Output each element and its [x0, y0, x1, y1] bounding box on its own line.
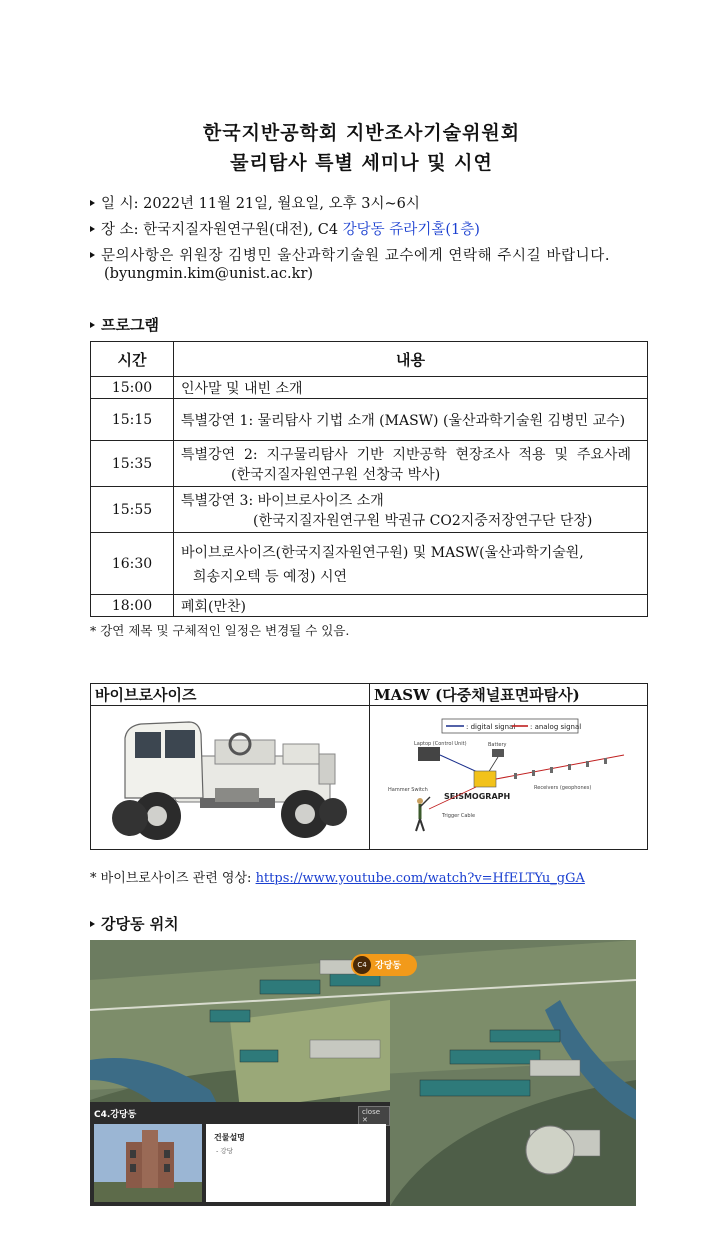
row-content: 인사말 및 내빈 소개 — [174, 377, 648, 399]
table-row — [91, 487, 648, 533]
legend-digital: : digital signal — [465, 723, 515, 731]
info-date: 일 시: 2022년 11월 21일, 월요일, 오후 3시~6시 — [90, 192, 420, 213]
bullet-triangle-icon — [90, 200, 95, 206]
campus-map[interactable] — [90, 940, 636, 1206]
label-trigger: Trigger Cable — [441, 813, 475, 819]
col-content-header: 내용 — [174, 342, 648, 377]
panel-description — [206, 1124, 386, 1202]
location-section-title: 강당동 위치 — [90, 913, 179, 934]
close-button[interactable]: close ✕ — [358, 1106, 390, 1126]
pin-label: 강당동 — [375, 961, 402, 971]
row-content: 특별강연 1: 물리탐사 기법 소개 (MASW) (울산과학기술원 김병민 교수) — [174, 399, 648, 441]
vibroseis-title: 바이브로사이즈 — [91, 684, 370, 706]
info-contact: 문의사항은 위원장 김병민 울산과학기술원 교수에게 연락해 주시길 바랍니다. — [90, 244, 636, 265]
panel-title: C4.강당동 — [94, 1110, 137, 1120]
row-content: 폐회(만찬) — [174, 595, 648, 617]
vibroseis-image — [91, 706, 370, 850]
panel-desc: - 강당 — [216, 1147, 233, 1155]
row-content: 특별강연 2: 지구물리탐사 기반 지반공학 현장조사 적용 및 주요사례 (한국지질자원연구원 선창국 박사) — [174, 441, 648, 487]
program-table — [90, 341, 648, 617]
building-info-panel — [90, 1102, 390, 1206]
bullet-triangle-icon — [90, 921, 95, 927]
row-time: 15:55 — [91, 487, 174, 533]
video-line: * 바이브로사이즈 관련 영상: https://www.youtube.com/watch?v=HfELTYu_gGA — [90, 871, 585, 886]
vibroseis-truck-icon — [105, 708, 355, 843]
row-time: 15:00 — [91, 377, 174, 399]
table-row — [91, 595, 648, 617]
program-section-title: 프로그램 — [90, 314, 159, 335]
page-subtitle: 물리탐사 특별 세미나 및 시연 — [230, 152, 493, 174]
row-content: 특별강연 3: 바이브로사이즈 소개 (한국지질자원연구원 박권규 CO2지중저장연구단 단장) — [174, 487, 648, 533]
legend-analog: : analog signal — [529, 723, 581, 731]
masw-title: MASW (다중채널표면파탐사) — [370, 684, 648, 706]
building-photo-icon — [94, 1124, 202, 1202]
row-content: 바이브로사이즈(한국지질자원연구원) 및 MASW(울산과학기술원, 희송지오텍 등 예정) 시연 — [174, 533, 648, 595]
row-time: 18:00 — [91, 595, 174, 617]
table-row — [91, 399, 648, 441]
row-time: 15:35 — [91, 441, 174, 487]
place-highlight: 강당동 쥬라기홀(1층) — [342, 222, 480, 238]
col-time-header: 시간 — [91, 342, 174, 377]
label-battery: Battery — [487, 742, 507, 748]
contact-email: (byungmin.kim@unist.ac.kr) — [104, 266, 314, 282]
table-row — [91, 533, 648, 595]
masw-diagram — [370, 706, 648, 850]
location-pin[interactable] — [351, 954, 417, 976]
label-hammer: Hammer Switch — [387, 787, 428, 793]
table-header-row — [91, 342, 648, 377]
video-link[interactable]: https://www.youtube.com/watch?v=HfELTYu_gGA — [255, 871, 585, 886]
info-place: 장 소: 한국지질자원연구원(대전), C4 강당동 쥬라기홀(1층) — [90, 218, 480, 239]
table-row — [91, 441, 648, 487]
pin-code: C4 — [353, 956, 371, 974]
table-row — [91, 377, 648, 399]
label-seismograph: SEISMOGRAPH — [443, 792, 510, 801]
page-title: 한국지반공학회 지반조사기술위원회 — [202, 122, 521, 144]
bullet-triangle-icon — [90, 322, 95, 328]
schedule-note: * 강연 제목 및 구체적인 일정은 변경될 수 있음. — [90, 623, 350, 638]
bullet-triangle-icon — [90, 252, 95, 258]
masw-setup-diagram — [384, 713, 634, 838]
panel-heading: 건물설명 — [214, 1133, 245, 1142]
label-laptop: Laptop (Control Unit) — [413, 741, 467, 747]
equipment-table — [90, 683, 648, 850]
row-time: 16:30 — [91, 533, 174, 595]
label-receivers: Receivers (geophones) — [533, 785, 591, 791]
bullet-triangle-icon — [90, 226, 95, 232]
building-photo — [94, 1124, 202, 1202]
row-time: 15:15 — [91, 399, 174, 441]
